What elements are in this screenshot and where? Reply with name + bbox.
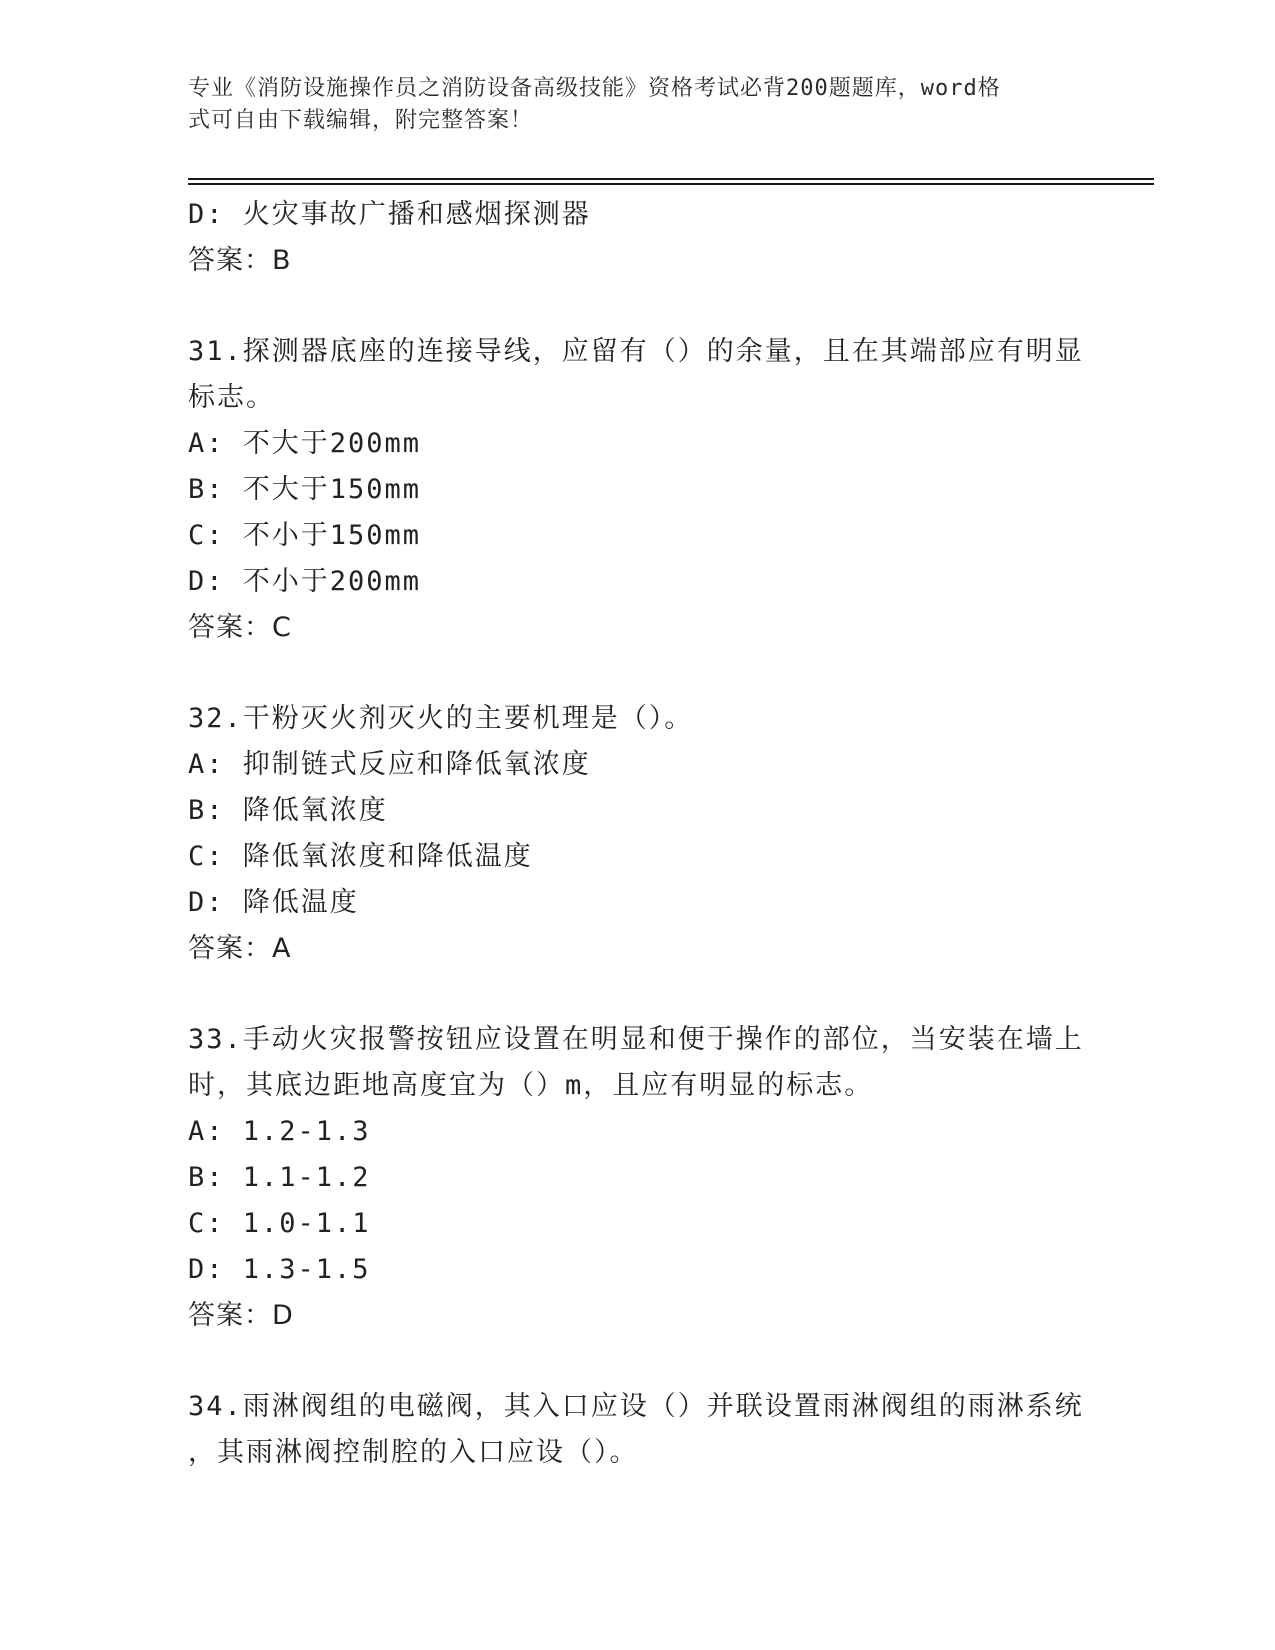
answer: 答案：A (188, 933, 292, 964)
document-header (188, 73, 1088, 137)
option-a: A: 1.2-1.3 (188, 1116, 371, 1147)
option-a: A: 不大于200mm (188, 428, 422, 459)
option-d: D: 降低温度 (188, 887, 359, 918)
spacer (188, 284, 1088, 329)
header-line-2: 式可自由下载编辑，附完整答案！ (188, 108, 534, 133)
option-b: B: 不大于150mm (188, 474, 422, 505)
question-stem: 33.手动火灾报警按钮应设置在明显和便于操作的部位，当安装在墙上 (188, 1024, 1084, 1055)
prev-option-d: D: 火灾事故广播和感烟探测器 (188, 199, 591, 230)
question-stem-cont: ，其雨淋阀控制腔的入口应设（）。 (188, 1437, 639, 1468)
option-c: C: 不小于150mm (188, 520, 422, 551)
header-divider-bottom (188, 183, 1154, 185)
option-a: A: 抑制链式反应和降低氧浓度 (188, 749, 591, 780)
question-33 (188, 1017, 1088, 1339)
option-d: D: 1.3-1.5 (188, 1254, 371, 1285)
spacer (188, 651, 1088, 696)
spacer (188, 972, 1088, 1017)
question-stem: 34.雨淋阀组的电磁阀，其入口应设（）并联设置雨淋阀组的雨淋系统 (188, 1391, 1084, 1422)
question-stem-cont: 时，其底边距地高度宜为（）m，且应有明显的标志。 (188, 1070, 874, 1101)
question-stem-cont: 标志。 (188, 382, 275, 413)
answer: 答案：D (188, 1300, 294, 1331)
question-stem: 32.干粉灭火剂灭火的主要机理是（）。 (188, 703, 694, 734)
option-b: B: 1.1-1.2 (188, 1162, 371, 1193)
prev-answer: 答案：B (188, 245, 292, 276)
question-34 (188, 1384, 1088, 1476)
question-stem: 31.探测器底座的连接导线，应留有（）的余量，且在其端部应有明显 (188, 336, 1084, 367)
option-c: C: 1.0-1.1 (188, 1208, 371, 1239)
option-b: B: 降低氧浓度 (188, 795, 388, 826)
option-c: C: 降低氧浓度和降低温度 (188, 841, 533, 872)
header-line-1: 专业《消防设施操作员之消防设备高级技能》资格考试必背200题题库，word格 (188, 76, 1001, 101)
question-32 (188, 696, 1088, 972)
answer: 答案：C (188, 612, 292, 643)
question-list (188, 192, 1088, 1476)
header-divider-top (188, 178, 1154, 180)
option-d: D: 不小于200mm (188, 566, 422, 597)
question-31 (188, 329, 1088, 651)
spacer (188, 1339, 1088, 1384)
